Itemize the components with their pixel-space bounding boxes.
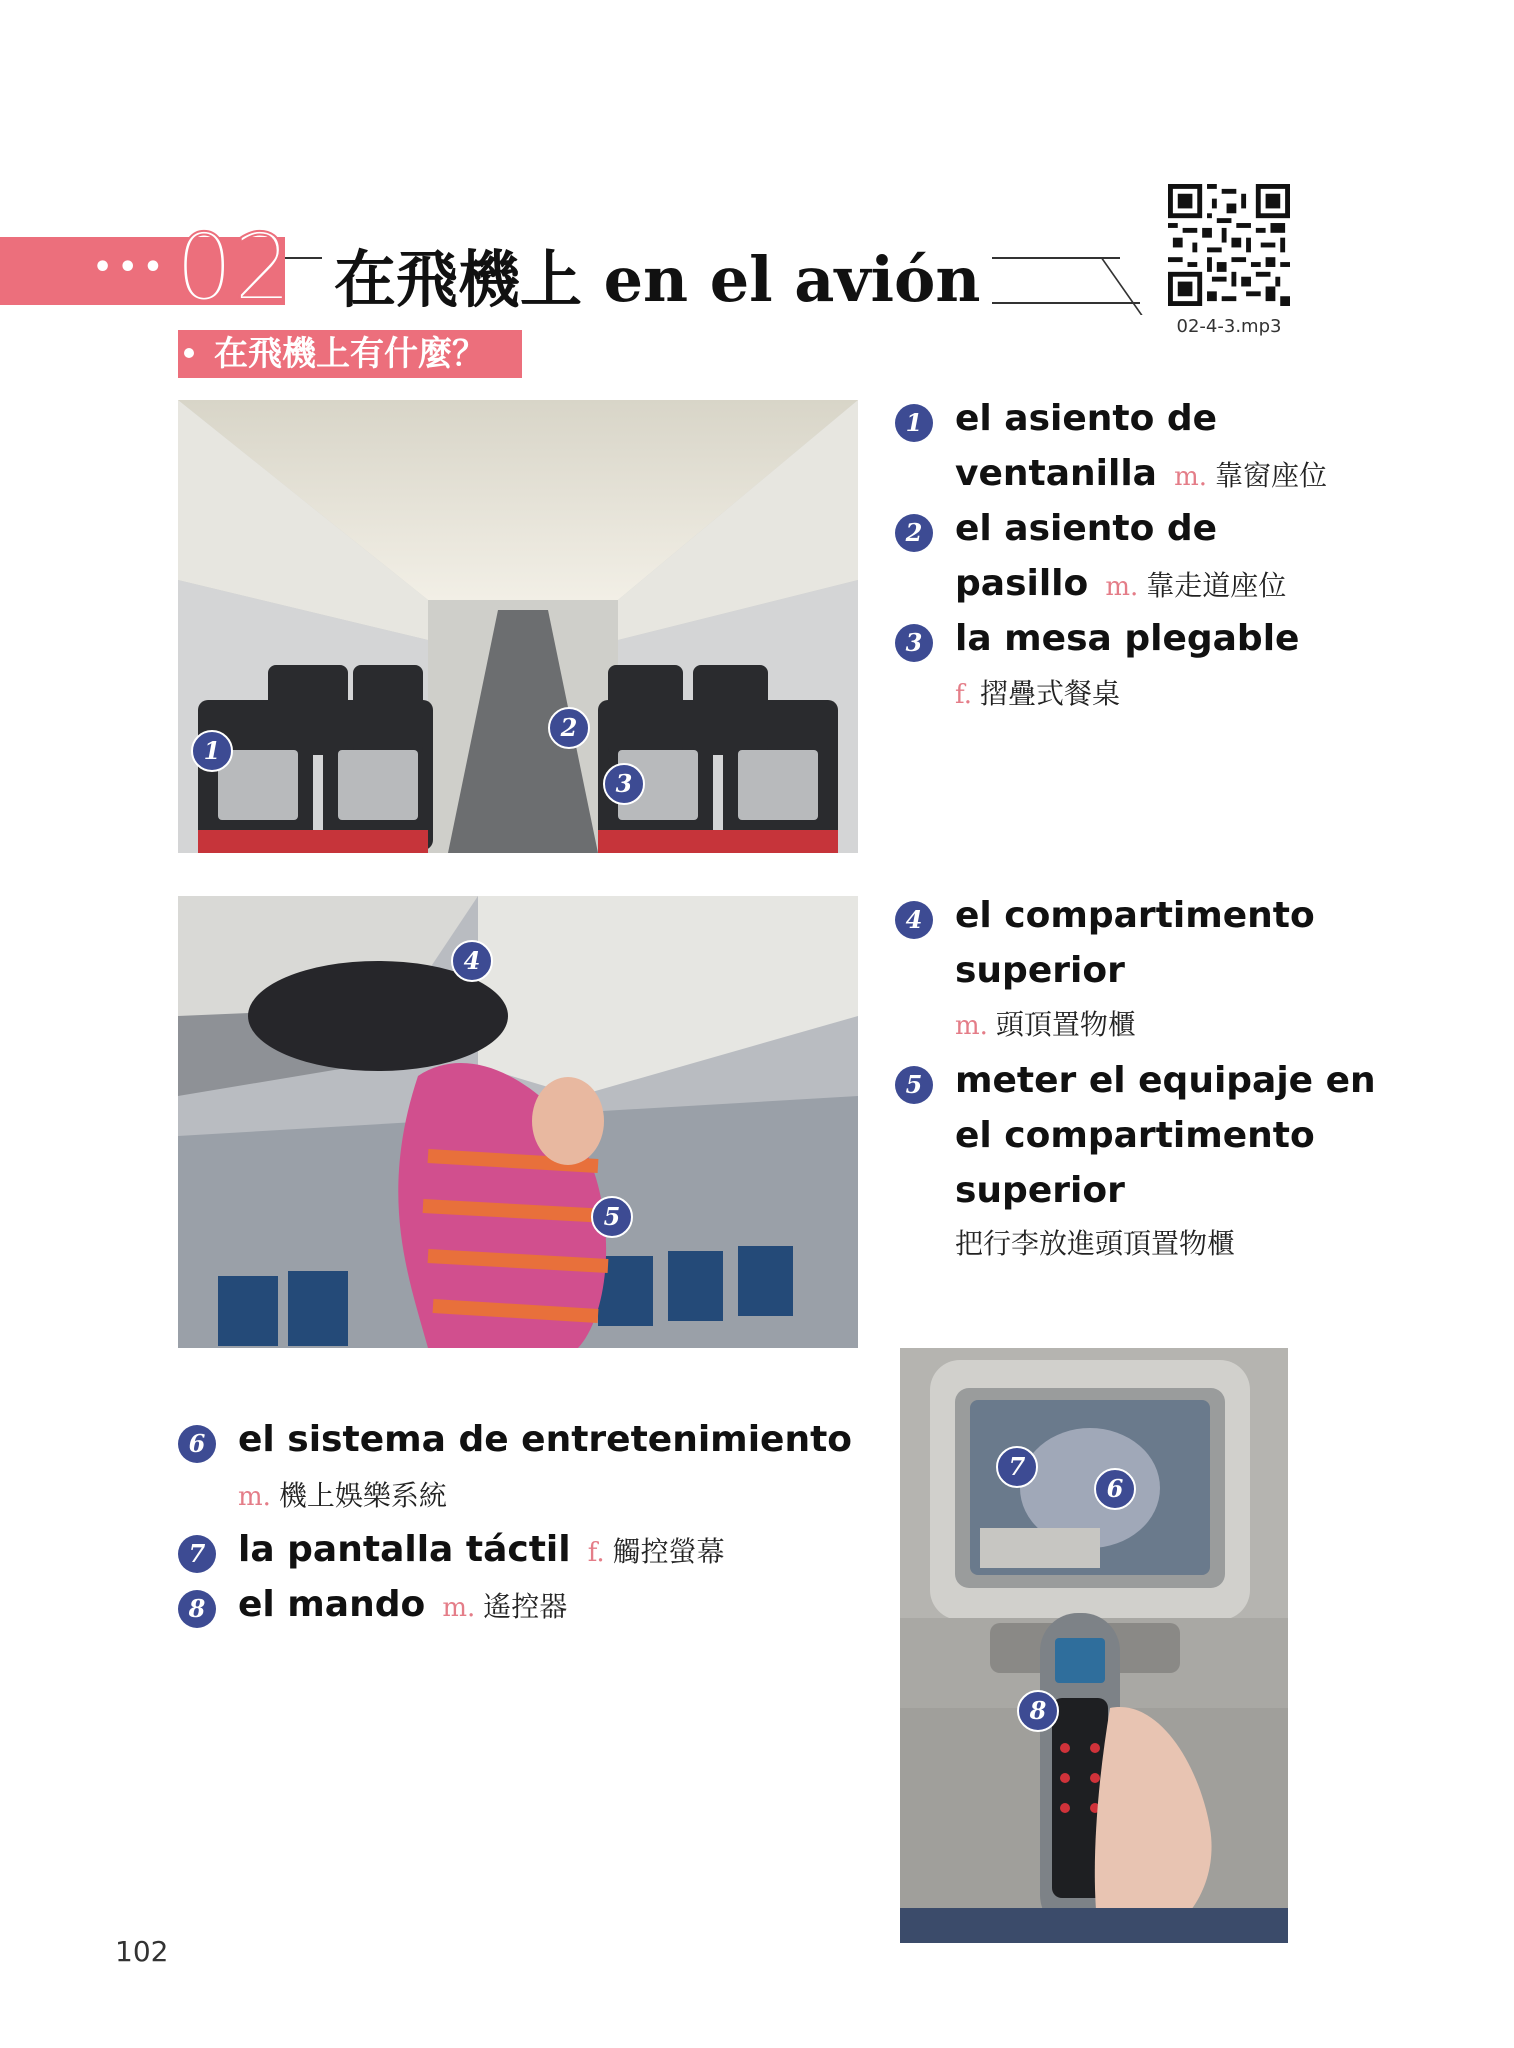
vocab-zh-3: 摺疊式餐桌 xyxy=(979,677,1120,710)
vocab-term-7-line-1: la pantalla táctil xyxy=(238,1529,571,1570)
vocab-gender-4: m. xyxy=(955,1011,988,1041)
vocab-bullet-8: 8 xyxy=(178,1590,216,1628)
vocab-entry-5-trans xyxy=(955,1222,1235,1262)
vocab-gender-7: f. xyxy=(587,1538,605,1568)
vocab-term-5-line-3: superior xyxy=(955,1170,1125,1211)
qr-code-icon[interactable] xyxy=(1168,184,1290,306)
page-title: 在飛機上 en el avión xyxy=(322,230,992,319)
vocab-term-5-line-2: el compartimento xyxy=(955,1115,1315,1156)
vocab-term-1-line-2: ventanilla xyxy=(955,453,1157,494)
vocab-term-1-line-1: el asiento de xyxy=(955,398,1218,439)
photo-cabin-seats xyxy=(178,400,858,853)
vocab-bullet-2: 2 xyxy=(895,514,933,552)
vocab-gender-2: m. xyxy=(1105,572,1139,602)
title-rule-slant xyxy=(1100,257,1143,315)
vocab-entry-2-line-2 xyxy=(955,563,1286,604)
vocab-entry-1-line-2 xyxy=(955,453,1327,494)
vocab-term-8-line-1: el mando xyxy=(238,1584,426,1625)
vocab-bullet-3: 3 xyxy=(895,624,933,662)
vocab-term-3-line-1: la mesa plegable xyxy=(955,618,1300,659)
vocab-entry-7 xyxy=(238,1529,725,1570)
vocab-zh-6: 機上娛樂系統 xyxy=(278,1479,447,1512)
vocab-gender-8: m. xyxy=(442,1593,476,1623)
marker-4: 4 xyxy=(451,940,493,982)
photo-overhead-compartment xyxy=(178,896,858,1348)
vocab-gender-6: m. xyxy=(238,1482,271,1512)
marker-5: 5 xyxy=(591,1196,633,1238)
vocab-entry-4-trans xyxy=(955,1003,1136,1043)
marker-1: 1 xyxy=(191,730,233,772)
header-dots: ••• xyxy=(93,250,169,285)
vocab-bullet-7: 7 xyxy=(178,1535,216,1573)
vocab-bullet-6: 6 xyxy=(178,1425,216,1463)
vocab-zh-2: 靠走道座位 xyxy=(1146,569,1287,602)
vocab-gender-3: f. xyxy=(955,680,972,710)
vocab-entry-8 xyxy=(238,1584,567,1625)
vocab-term-4-line-1: el compartimento xyxy=(955,895,1315,936)
vocab-term-5-line-1: meter el equipaje en xyxy=(955,1060,1376,1101)
vocab-term-2-line-1: el asiento de xyxy=(955,508,1218,549)
vocab-gender-1: m. xyxy=(1174,462,1207,492)
marker-6: 6 xyxy=(1094,1468,1136,1510)
audio-file-label: 02-4-3.mp3 xyxy=(1176,316,1282,337)
vocab-bullet-1: 1 xyxy=(895,404,933,442)
vocab-term-4-line-2: superior xyxy=(955,950,1125,991)
vocab-zh-5: 把行李放進頭頂置物櫃 xyxy=(955,1227,1236,1260)
page-number: 102 xyxy=(115,1935,169,1968)
vocab-zh-7: 觸控螢幕 xyxy=(612,1535,725,1568)
vocab-zh-1: 靠窗座位 xyxy=(1214,459,1327,492)
vocab-bullet-5: 5 xyxy=(895,1066,933,1104)
vocab-term-6-line-1: el sistema de entretenimiento xyxy=(238,1419,853,1460)
vocab-zh-4: 頭頂置物櫃 xyxy=(995,1008,1136,1041)
vocab-entry-3-trans xyxy=(955,672,1120,712)
photo-entertainment-screen xyxy=(900,1348,1288,1943)
subtitle-tag xyxy=(178,330,522,378)
vocab-entry-6-trans xyxy=(238,1474,447,1514)
marker-8: 8 xyxy=(1017,1690,1059,1732)
section-number: 02 xyxy=(175,214,293,321)
subtitle-text: 在飛機上有什麼？ xyxy=(214,334,486,374)
vocab-bullet-4: 4 xyxy=(895,901,933,939)
marker-3: 3 xyxy=(603,763,645,805)
marker-2: 2 xyxy=(548,707,590,749)
marker-7: 7 xyxy=(996,1446,1038,1488)
vocab-term-2-line-2: pasillo xyxy=(955,563,1089,604)
vocab-zh-8: 遙控器 xyxy=(483,1590,568,1623)
